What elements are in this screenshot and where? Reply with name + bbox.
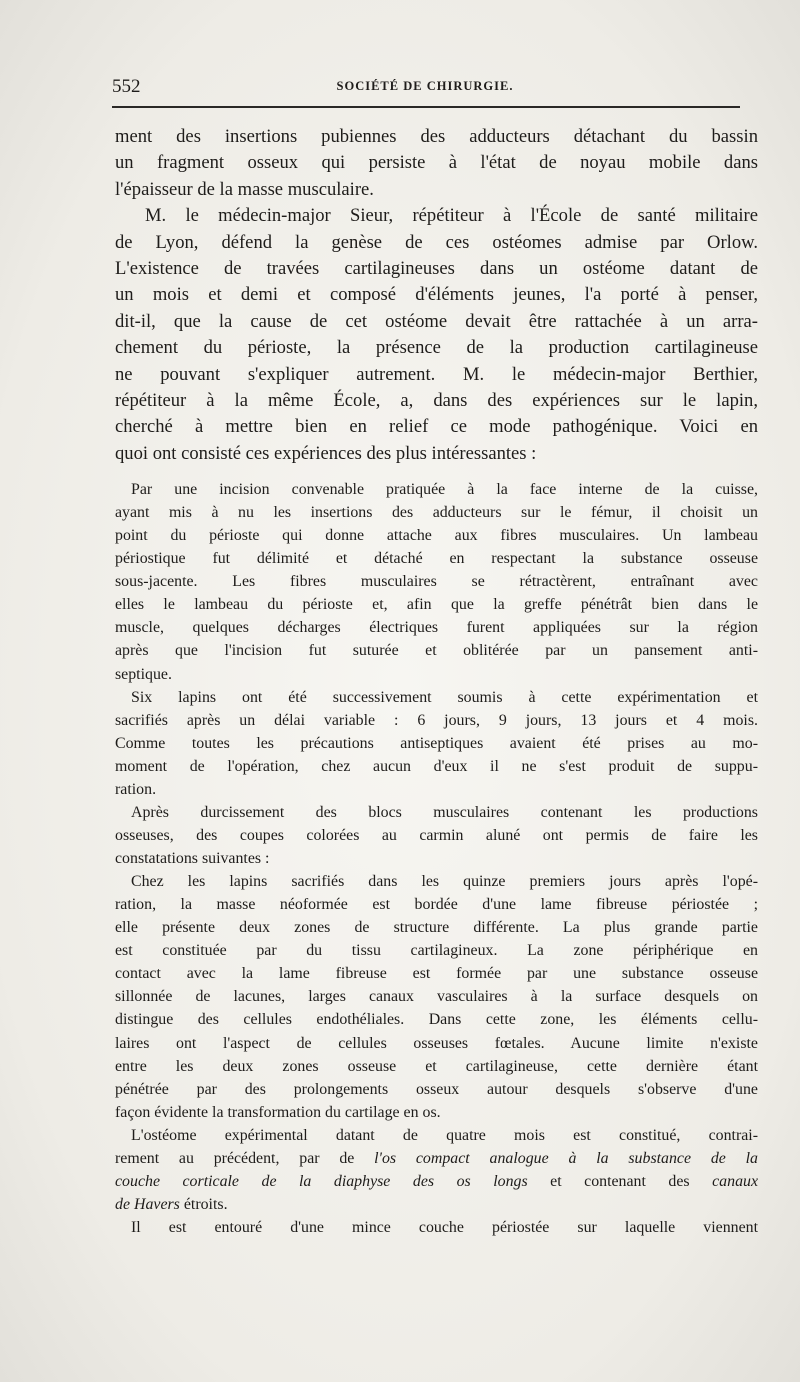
text-segment: cherché à mettre bien en relief ce mode pathogénique. Voici en (115, 416, 758, 438)
italic-text: couche corticale de la diaphyse des os longs (115, 1172, 528, 1190)
text-line (115, 732, 758, 755)
text-line (115, 663, 758, 686)
text-line (115, 709, 758, 732)
text-line (115, 778, 758, 801)
header-rule (112, 106, 740, 108)
page-header (112, 76, 738, 100)
text-segment: étroits. (179, 1195, 228, 1213)
text-line (115, 230, 758, 256)
text-segment: muscle, quelques décharges électriques furent appliquées sur la région (115, 619, 758, 637)
text-segment: dit-il, que la cause de cet ostéome devait être rattachée à un arra- (115, 310, 758, 332)
text-segment: Six lapins ont été successivement soumis à cette expérimentation et (131, 688, 758, 706)
text-segment: ration, la masse néoformée est bordée d'une lame fibreuse périostée ; (115, 896, 758, 914)
text-segment: façon évidente la transformation du cartilage en os. (115, 1103, 441, 1121)
text-segment: périostique fut délimité et détaché en respectant la substance osseuse (115, 550, 758, 568)
text-line (115, 547, 758, 570)
italic-text: canaux (712, 1172, 759, 1190)
text-line (115, 524, 758, 547)
text-line (115, 755, 758, 778)
text-line (115, 388, 758, 414)
text-segment: sillonnée de lacunes, larges canaux vasculaires à la surface desquels on (115, 988, 758, 1006)
paragraph (115, 203, 758, 467)
paragraph (115, 1124, 758, 1216)
text-segment: l'épaisseur de la masse musculaire. (115, 178, 374, 200)
text-line (115, 893, 758, 916)
text-line (115, 478, 758, 501)
text-segment: Il est entouré d'une mince couche périostée sur laquelle viennent (131, 1219, 758, 1236)
running-title: SOCIÉTÉ DE CHIRURGIE. (336, 79, 514, 93)
text-segment: septique. (115, 665, 172, 683)
text-line (115, 686, 758, 709)
text-segment: contact avec la lame fibreuse est formée par une substance osseuse (115, 965, 758, 983)
text-segment: rement au précédent, par de (115, 1149, 375, 1167)
text-line (115, 362, 758, 388)
text-line (115, 801, 758, 824)
text-line (115, 1032, 758, 1055)
text-segment: elle présente deux zones de structure différente. La plus grande partie (115, 919, 758, 937)
text-line (115, 256, 758, 282)
text-line (115, 441, 758, 467)
text-line (115, 1193, 758, 1216)
text-segment: M. le médecin-major Sieur, répétiteur à l'École de santé militaire (145, 205, 758, 227)
text-segment: point du périoste qui donne attache aux fibres musculaires. Un lambeau (115, 527, 758, 545)
text-segment: chement du périoste, la présence de la production cartilagineuse (115, 337, 758, 359)
paragraph (115, 870, 758, 1124)
text-line (115, 1101, 758, 1124)
paragraph (115, 801, 758, 870)
text-line (115, 916, 758, 939)
text-line (115, 962, 758, 985)
text-segment: moment de l'opération, chez aucun d'eux il ne s'est produit de suppu- (115, 757, 758, 775)
text-segment: est constituée par du tissu cartilagineux. La zone périphérique en (115, 942, 758, 960)
text-line (115, 282, 758, 308)
text-segment: un mois et demi et composé d'éléments jeunes, l'a porté à penser, (115, 284, 758, 306)
text-segment: osseuses, des coupes colorées au carmin aluné ont permis de faire les (115, 826, 758, 844)
text-line (115, 177, 758, 203)
experiment-description (115, 478, 758, 1239)
text-line (115, 1124, 758, 1147)
text-line (115, 203, 758, 229)
text-line (115, 1147, 758, 1170)
paragraph (115, 686, 758, 801)
text-segment: ayant mis à nu les insertions des adducteurs sur le fémur, il choisit un (115, 504, 758, 522)
text-line (115, 616, 758, 639)
text-line (115, 639, 758, 662)
text-segment: elles le lambeau du périoste et, afin que la greffe pénétrât bien dans le (115, 596, 758, 614)
paragraph (115, 1216, 758, 1239)
text-segment: après que l'incision fut suturée et oblitérée par un pansement anti- (115, 642, 758, 660)
italic-text: l'os compact analogue à la substance de la (374, 1149, 758, 1167)
text-line (115, 847, 758, 870)
text-line (115, 824, 758, 847)
text-segment: de Lyon, défend la genèse de ces ostéomes admise par Orlow. (115, 231, 758, 253)
text-segment: ment des insertions pubiennes des adducteurs détachant du bassin (115, 126, 758, 147)
text-line (115, 593, 758, 616)
text-line (115, 1216, 758, 1239)
text-segment: sacrifiés après un délai variable : 6 jours, 9 jours, 13 jours et 4 mois. (115, 711, 758, 729)
text-segment: Comme toutes les précautions antiseptiques avaient été prises au mo- (115, 734, 758, 752)
text-line (115, 1170, 758, 1193)
main-text (115, 124, 758, 467)
text-line (115, 985, 758, 1008)
text-segment: laires ont l'aspect de cellules osseuses fœtales. Aucune limite n'existe (115, 1034, 758, 1052)
text-line (115, 570, 758, 593)
text-segment: Par une incision convenable pratiquée à la face interne de la cuisse, (131, 481, 758, 498)
text-segment: L'existence de travées cartilagineuses dans un ostéome datant de (115, 258, 758, 280)
text-line (115, 124, 758, 150)
text-segment: ne pouvant s'expliquer autrement. M. le médecin-major Berthier, (115, 363, 758, 385)
text-line (115, 1078, 758, 1101)
text-line (115, 414, 758, 440)
text-segment: ration. (115, 780, 157, 798)
text-segment: un fragment osseux qui persiste à l'état de noyau mobile dans (115, 152, 758, 174)
text-segment: distingue des cellules endothéliales. Dans cette zone, les éléments cellu- (115, 1011, 758, 1029)
text-segment: entre les deux zones osseuse et cartilagineuse, cette dernière étant (115, 1057, 758, 1075)
text-line (115, 1055, 758, 1078)
page-number: 552 (112, 76, 141, 97)
text-segment: quoi ont consisté ces expériences des plus intéressantes : (115, 442, 537, 464)
text-line (115, 501, 758, 524)
paragraph (115, 478, 758, 686)
italic-text: de Havers (115, 1195, 180, 1213)
text-segment: L'ostéome expérimental datant de quatre mois est constitué, contrai- (131, 1126, 758, 1144)
text-line (115, 150, 758, 176)
text-segment: pénétrée par des prolongements osseux autour desquels s'observe d'une (115, 1080, 758, 1098)
text-segment: sous-jacente. Les fibres musculaires se rétractèrent, entraînant avec (115, 573, 758, 591)
paragraph (115, 124, 758, 203)
text-line (115, 939, 758, 962)
text-segment: et contenant des (527, 1172, 713, 1190)
text-segment: constatations suivantes : (115, 850, 270, 867)
text-line (115, 870, 758, 893)
text-line (115, 335, 758, 361)
text-line (115, 309, 758, 335)
text-line (115, 1008, 758, 1031)
text-segment: Chez les lapins sacrifiés dans les quinze premiers jours après l'opé- (131, 873, 758, 891)
text-segment: répétiteur à la même École, a, dans des expériences sur le lapin, (115, 390, 758, 412)
page-body (115, 124, 759, 1236)
text-segment: Après durcissement des blocs musculaires contenant les productions (131, 803, 758, 821)
